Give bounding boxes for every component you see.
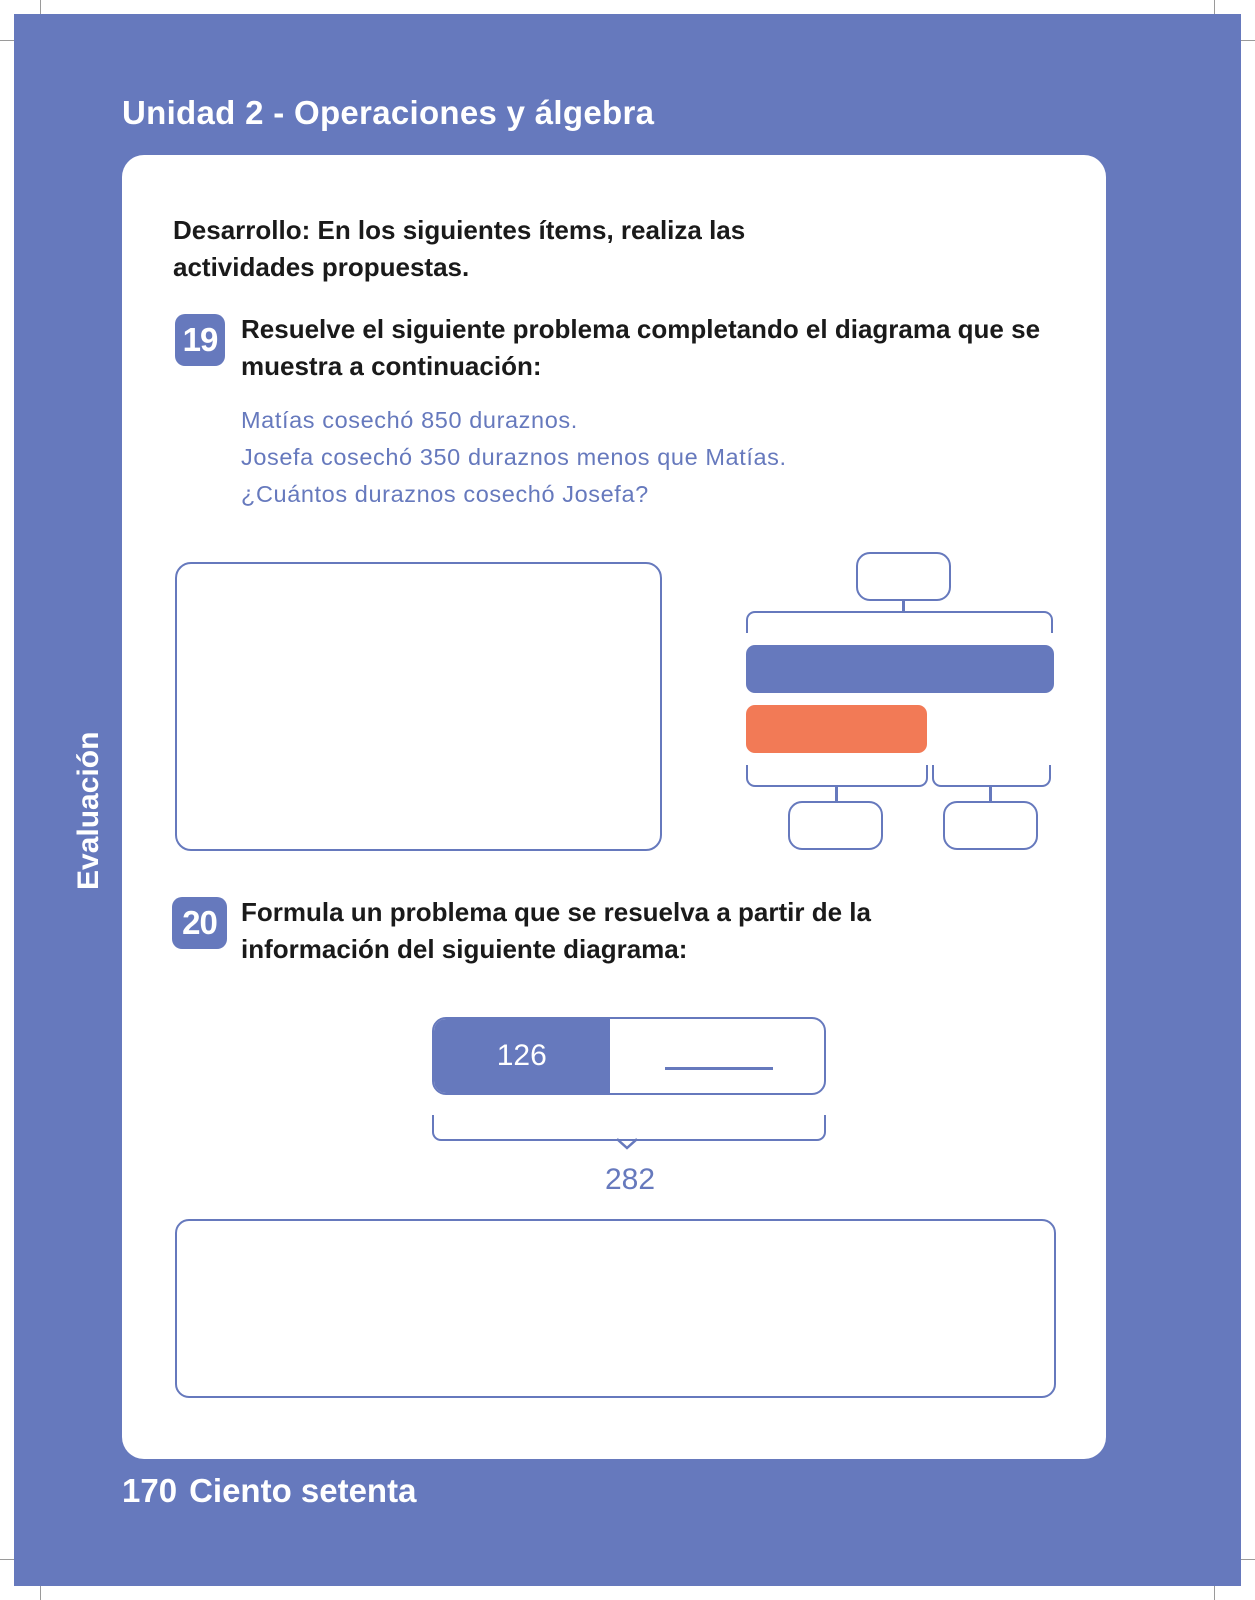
josefa-bar [746, 705, 927, 753]
josefa-answer-box[interactable] [788, 801, 883, 850]
item-prompt: Formula un problema que se resuelva a partir de la información del siguiente diagrama: [241, 897, 871, 964]
unknown-part-blank[interactable] [665, 1067, 773, 1070]
unit-title: Unidad 2 - Operaciones y álgebra [122, 94, 655, 131]
bottom-brace-left [746, 765, 928, 787]
page-number: 170 [122, 1472, 178, 1509]
connector-line [989, 787, 992, 802]
story-line: ¿Cuántos duraznos cosechó Josefa? [241, 481, 649, 507]
item-prompt: Resuelve el siguiente problema completando el diagrama que se muestra a continuación: [241, 314, 1041, 381]
total-answer-box[interactable] [856, 552, 951, 601]
page-number-words: Ciento setenta [189, 1472, 417, 1509]
known-part-value: 126 [496, 1039, 547, 1072]
known-part-segment [434, 1019, 610, 1093]
page-footer [122, 1472, 416, 1510]
part-whole-tape [432, 1017, 826, 1095]
connector-line [835, 787, 838, 802]
evaluation-side-label: Evaluación [72, 731, 105, 890]
bottom-brace-right [932, 765, 1051, 787]
problem-writing-box[interactable] [175, 1219, 1056, 1398]
story-line: Josefa cosechó 350 duraznos menos que Matías. [241, 444, 787, 470]
problem-story [241, 402, 787, 513]
difference-answer-box[interactable] [943, 801, 1038, 850]
brace-tip [615, 1137, 639, 1151]
item-number-badge: 20 [172, 897, 227, 949]
story-line: Matías cosechó 850 duraznos. [241, 407, 578, 433]
item-number-badge: 19 [175, 314, 225, 366]
work-area-box[interactable] [175, 562, 662, 851]
top-brace [746, 611, 1053, 633]
section-instructions: Desarrollo: En los siguientes ítems, realiza las actividades propuestas. [173, 215, 746, 282]
matias-bar [746, 645, 1054, 693]
total-value: 282 [604, 1163, 656, 1196]
